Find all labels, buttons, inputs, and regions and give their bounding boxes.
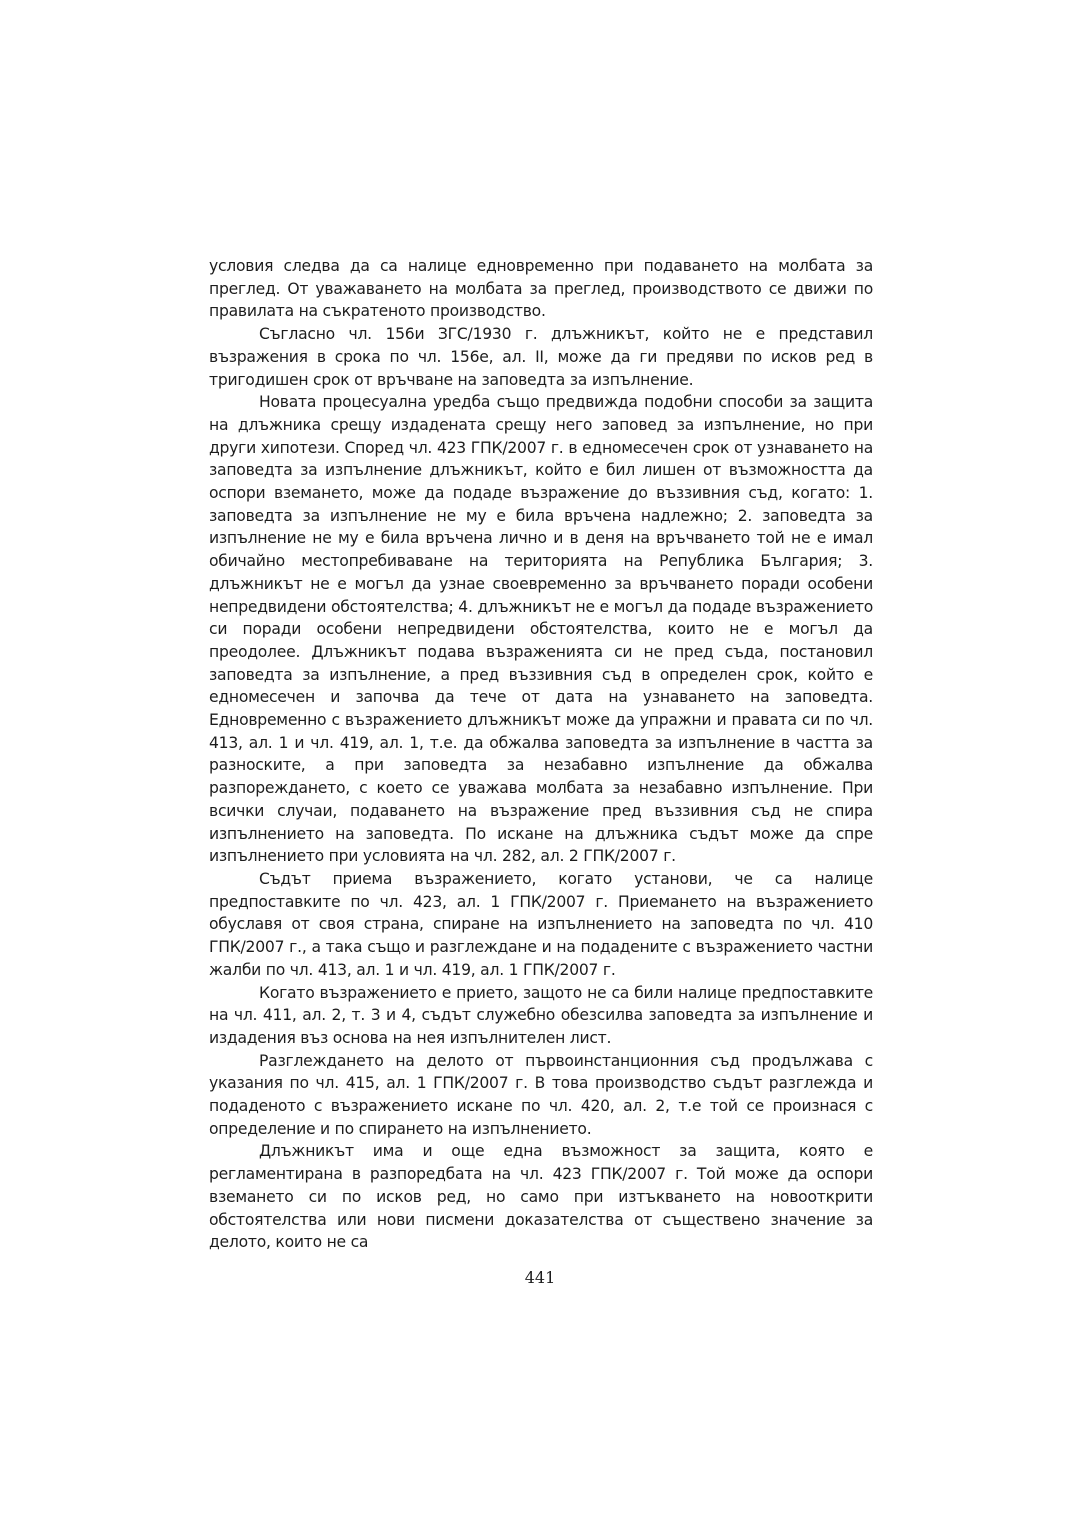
page-number: 441 <box>524 1268 556 1287</box>
paragraph: Новата процесуална уредба също предвижда подобни способи за защита на длъжника срещу издадената срещу него заповед за изпълнение, но при други хипотези. Според чл. 423 ГПК/2007 г. в едномесечен срок от узнаването на заповедта за изпълнение длъжникът, който е бил лишен от възможността да оспори вземането, може да подаде възражение до въззивния съд, когато: 1. заповедта за изпълнение не му е била връчена надлежно; 2. заповедта за изпълнение не му е била връчена лично и в деня на връчването той не е имал обичайно местопребиваване на територията на Република България; 3. длъжникът не е могъл да узнае своевременно за връчването поради особени непредвидени обстоятелства; 4. длъжникът не е могъл да подаде възражението си поради особени непредвидени обстоятелства, които не е могъл да преодолее. Длъжникът подава възраженията си не пред съда, постановил заповедта за изпълнение, а пред въззивния съд в определен срок, който е едномесечен и започва да тече от дата на узнаването на заповедта. Едновременно с възражението длъжникът може да упражни и правата си по чл. 413, ал. 1 и чл. 419, ал. 1, т.е. да обжалва заповедта за изпълнение в частта за разноските, а при заповедта за незабавно изпълнение да обжалва разпореждането, с което се уважава молбата за незабавно изпълнение. При всички случаи, подаването на възражение пред въззивния съд не спира изпълнението на заповедта. По искане на длъжника съдът може да спре изпълнението при условията на чл. 282, ал. 2 ГПК/2007 г. <box>209 393 873 866</box>
paragraph: Длъжникът има и още една възможност за защита, която е регламентирана в разпоредбата на чл. 423 ГПК/2007 г. Той може да оспори вземането си по исков ред, но само при изтъкването на новооткрити обстоятелства или нови писмени доказателства от съществено значение за делото, които не са <box>209 1142 873 1252</box>
paragraph: Съгласно чл. 156и ЗГС/1930 г. длъжникът, който не е представил възражения в срока по чл. 156е, ал. II, може да ги предяви по исков ред в тригодишен срок от връчване на заповедта за изпълнение. <box>209 325 873 389</box>
paragraph-continuation: условия следва да са налице едновременно при подаването на молбата за преглед. От уважаването на молбата за преглед, производството се движи по правилата на съкратеното производство. <box>209 257 873 321</box>
paragraph: Съдът приема възражението, когато установи, че са налице предпоставките по чл. 423, ал. 1 ГПК/2007 г. Приемането на възражението обуславя от своя страна, спиране на изпълнението на заповедта по чл. 410 ГПК/2007 г., а така също и разглеждане и на подадените с възражението частни жалби по чл. 413, ал. 1 и чл. 419, ал. 1 ГПК/2007 г. <box>209 869 873 979</box>
paragraph: Когато възражението е прието, защото не са били налице предпоставките на чл. 411, ал. 2, т. 3 и 4, съдът служебно обезсилва заповедта за изпълнение и издадения въз основа на нея изпълнителен лист. <box>209 983 873 1047</box>
paragraph: Разглеждането на делото от първоинстанционния съд продължава с указания по чл. 415, ал. 1 ГПК/2007 г. В това производство съдът разглежда и подаденото с възражението искане по чл. 420, ал. 2, т.е той се произнася с определение и по спирането на изпълнението. <box>209 1051 873 1138</box>
body-text <box>209 255 873 1254</box>
